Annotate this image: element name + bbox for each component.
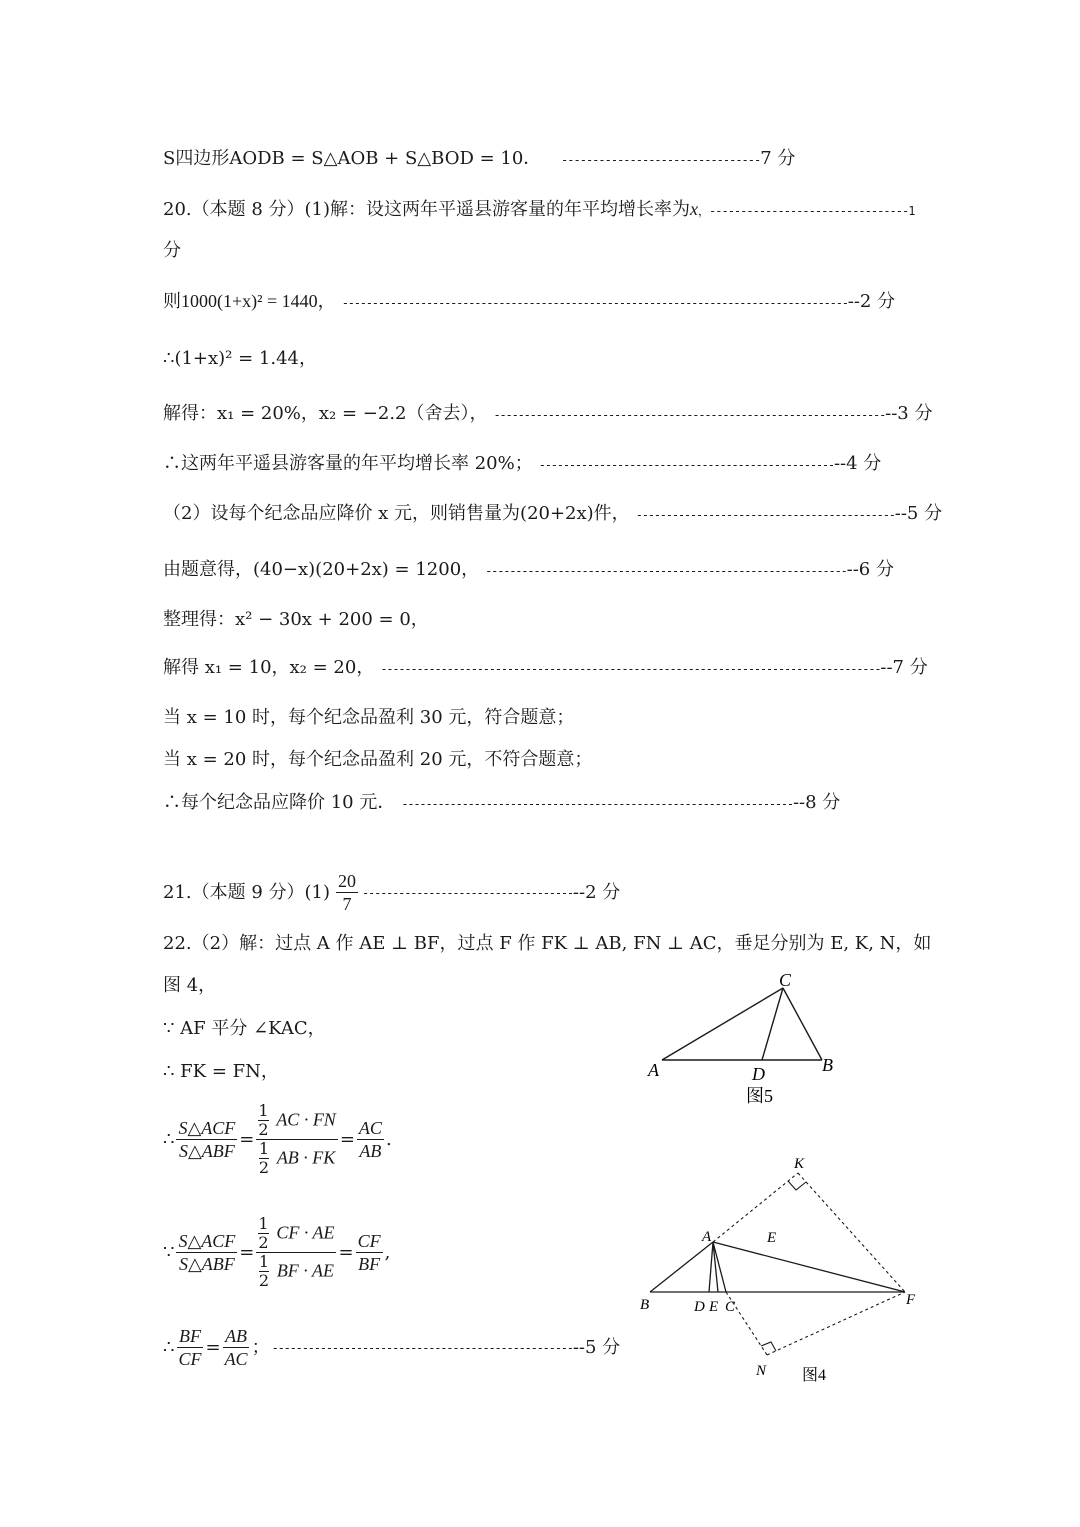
fig5-segment-cb [783, 988, 822, 1060]
half-den: 2 [258, 1158, 270, 1177]
ratio2-mid [256, 1215, 336, 1290]
half-num: 1 [258, 1252, 270, 1271]
q20-part2: （2）设每个纪念品应降价 x 元，则销售量为(20+2x)件， [163, 503, 630, 524]
q20-var: x [690, 199, 699, 219]
q19-dashes: -------------------------------- [561, 153, 761, 167]
q21-header: 21.（本题 9 分）(1) [163, 881, 331, 903]
q20-solve2-line [163, 655, 928, 682]
ratio1-mid-num [256, 1102, 337, 1140]
ratio2-rhs [356, 1230, 383, 1275]
half-num: 1 [258, 1214, 269, 1233]
q20-header-tail: ，--------------------------------1 [698, 204, 915, 218]
q20-header [163, 196, 914, 224]
q20-conclusion1: ∴这两年平遥县游客量的年平均增长率 20%； [163, 453, 533, 474]
fig4-label-b: B [640, 1297, 650, 1313]
fig5-caption: 图5 [746, 1086, 773, 1106]
final-rhs [223, 1325, 250, 1370]
ratio1-lhs-den: S△ABF [178, 1141, 235, 1161]
fig4-caption: 图4 [802, 1367, 827, 1384]
q20-solve: 解得：x₁ = 20%，x₂ = −2.2（舍去）， [163, 403, 488, 424]
q21-line [163, 870, 620, 915]
fig4-right-angle-k [788, 1181, 806, 1190]
ratio1-lhs [176, 1117, 237, 1162]
ratio2-rhs-num: CF [357, 1231, 381, 1251]
fig4-dashed-kf [798, 1173, 905, 1292]
q20-solve-dashes: ----------------------------------------------------------------- [493, 408, 886, 422]
figure-4 [630, 1145, 930, 1395]
q22-ratio2: ∵ $\frac{\text{S△ACF}}{\text{S△ABF}}$ = $\frac{1}{2}$ CF · AE $\frac{1}{2}$ BF · AE = $\frac{CF}{BF}$ , [163, 1214, 391, 1290]
q20-solve2-dashes: ----------------------------------------------------------------------------------- [380, 662, 881, 676]
q21-score: --2 分 [572, 881, 621, 903]
half-den: 2 [258, 1233, 269, 1252]
q22-ratio1: ∴ $\frac{\text{S△ACF}}{\text{S△ABF}}$ = $\frac{1}{2}$ AC · FN $\frac{1}{2}$ AB · FK = $\frac{AC}{AB}$ . [163, 1101, 392, 1177]
q20-part2-dashes: ------------------------------------------- [635, 508, 895, 522]
ratio1-mid-den-text: AB · FK [276, 1147, 336, 1168]
ratio2-rhs-den: BF [358, 1254, 381, 1274]
fig4-dashed-nf [767, 1292, 905, 1355]
q20-conclusion1-dashes: ------------------------------------------------- [538, 458, 834, 472]
ratio1-mid [256, 1102, 337, 1177]
half-den: 2 [258, 1271, 270, 1290]
fig5-label-a: A [648, 1060, 659, 1080]
q22-final-score: --5 分 [572, 1336, 621, 1358]
ratio2-lhs [176, 1230, 237, 1275]
figure-5 [640, 968, 850, 1108]
q22-therefore1: ∴ FK = FN， [163, 1061, 279, 1082]
ratio2-mid-num [256, 1215, 336, 1253]
q21-frac-num: 20 [338, 871, 357, 891]
q22-final: ∴ $\frac{BF}{CF}$ = $\frac{AB}{AC}$ ； -------------------------------------------------- --5 分 [163, 1326, 621, 1369]
fig4-label-e-upper: E [767, 1230, 777, 1246]
q20-case2: 当 x = 20 时，每个纪念品盈利 20 元，不符合题意； [163, 749, 593, 770]
q22-line1: 22.（2）解：过点 A 作 AE ⊥ BF，过点 F 作 FK ⊥ AB, FN ⊥ AC，垂足分别为 E, K, N，如 [163, 933, 932, 954]
fig4-label-k: K [794, 1156, 805, 1172]
q22-final-dashes: -------------------------------------------------- [271, 1340, 573, 1355]
ratio1-mid-den [257, 1140, 337, 1177]
fig4-label-d: D [694, 1299, 705, 1315]
half-fraction [258, 1215, 268, 1252]
q20-eq3-score: --6 分 [846, 559, 894, 580]
ratio1-rhs [357, 1117, 384, 1162]
q20-final: ∴每个纪念品应降价 10 元． [163, 792, 396, 813]
ratio2-mid-num-text: CF · AE [276, 1222, 335, 1243]
ratio1-mid-num-text: AC · FN [276, 1109, 336, 1130]
q20-eq2: ∴(1+x)² = 1.44， [163, 348, 318, 369]
final-lhs [176, 1325, 203, 1370]
fig4-segment-ba [650, 1242, 713, 1292]
q20-case1: 当 x = 10 时，每个纪念品盈利 30 元，符合题意； [163, 707, 575, 728]
q20-final-line [163, 790, 840, 817]
therefore-symbol: ∴ [163, 1128, 175, 1150]
ratio2-lhs-den: S△ABF [178, 1254, 235, 1274]
q22-line2: 图 4， [163, 975, 217, 996]
q22-because1: ∵ AF 平分 ∠KAC， [163, 1018, 326, 1039]
final-rhs-den: AC [224, 1349, 248, 1369]
q20-final-score: --8 分 [792, 792, 841, 813]
half-den: 2 [258, 1120, 269, 1139]
q19-score: 7 分 [760, 148, 796, 169]
ratio1-rhs-den: AB [359, 1141, 382, 1161]
ratio2-mid-den-text: BF · AE [276, 1260, 334, 1281]
half-fraction [259, 1140, 269, 1177]
fig4-segment-ad [709, 1242, 713, 1292]
fig4-label-c: C [725, 1299, 736, 1315]
half-num: 1 [258, 1139, 270, 1158]
q20-eq1-score: --2 分 [847, 291, 896, 312]
q20-solve-score: --3 分 [885, 403, 933, 424]
final-lhs-num: BF [178, 1326, 201, 1346]
q20-eq1-dashes: ------------------------------------------------------------------------------------ [341, 296, 848, 310]
q21-fraction [336, 870, 358, 915]
q20-conclusion1-score: --4 分 [833, 453, 882, 474]
q19-expression: S四边形AODB = S△AOB + S△BOD = 10． [163, 148, 542, 169]
q20-eq3-line [163, 557, 894, 584]
q20-eq3-dashes: ------------------------------------------------------------ [485, 564, 847, 578]
q20-final-dashes: ----------------------------------------------------------------- [401, 797, 793, 811]
fig4-segment-af [713, 1242, 905, 1292]
half-fraction [258, 1102, 268, 1139]
q20-eq4: 整理得：x² − 30x + 200 = 0， [163, 609, 429, 630]
fig5-label-b: B [822, 1055, 833, 1075]
q20-conclusion1-line [163, 451, 881, 478]
q20-eq3: 由题意得，(40−x)(20+2x) = 1200， [163, 559, 480, 580]
ratio1-lhs-num: S△ACF [178, 1118, 236, 1138]
fig4-label-a: A [702, 1229, 712, 1245]
ratio2-mid-den [257, 1253, 336, 1290]
q20-part2-score: --5 分 [894, 503, 943, 524]
q19-conclusion-line [163, 146, 795, 173]
because-symbol: ∵ [163, 1241, 175, 1263]
q20-solve2-score: --7 分 [880, 657, 928, 678]
final-rhs-num: AB [225, 1326, 248, 1346]
q21-dashes: ----------------------------------- [362, 885, 573, 900]
fig4-label-n: N [756, 1363, 767, 1379]
q20-solve2: 解得 x₁ = 10，x₂ = 20， [163, 657, 375, 678]
ratio1-rhs-num: AC [358, 1118, 382, 1138]
ratio2-lhs-num: S△ACF [178, 1231, 236, 1251]
q20-header-text: 20.（本题 8 分）(1)解：设这两年平遥县游客量的年平均增长率为 [163, 199, 691, 220]
q20-eq1: 则1000(1+x)² = 1440， [163, 291, 336, 311]
q20-part2-line [163, 501, 942, 528]
half-fraction [259, 1253, 269, 1290]
q20-eq1-line [163, 288, 895, 316]
q20-solve-line [163, 401, 932, 428]
fig5-label-d: D [752, 1064, 765, 1084]
q20-header-wrap: 分 [163, 240, 181, 261]
fig4-label-f: F [906, 1292, 916, 1308]
fig5-label-c: C [779, 970, 792, 990]
therefore-symbol: ∴ [163, 1336, 175, 1358]
q21-frac-den: 7 [342, 894, 352, 914]
fig4-dashed-ak [713, 1173, 798, 1242]
fig4-label-e-lower: E [709, 1299, 719, 1315]
final-lhs-den: CF [178, 1349, 202, 1369]
half-num: 1 [258, 1101, 269, 1120]
